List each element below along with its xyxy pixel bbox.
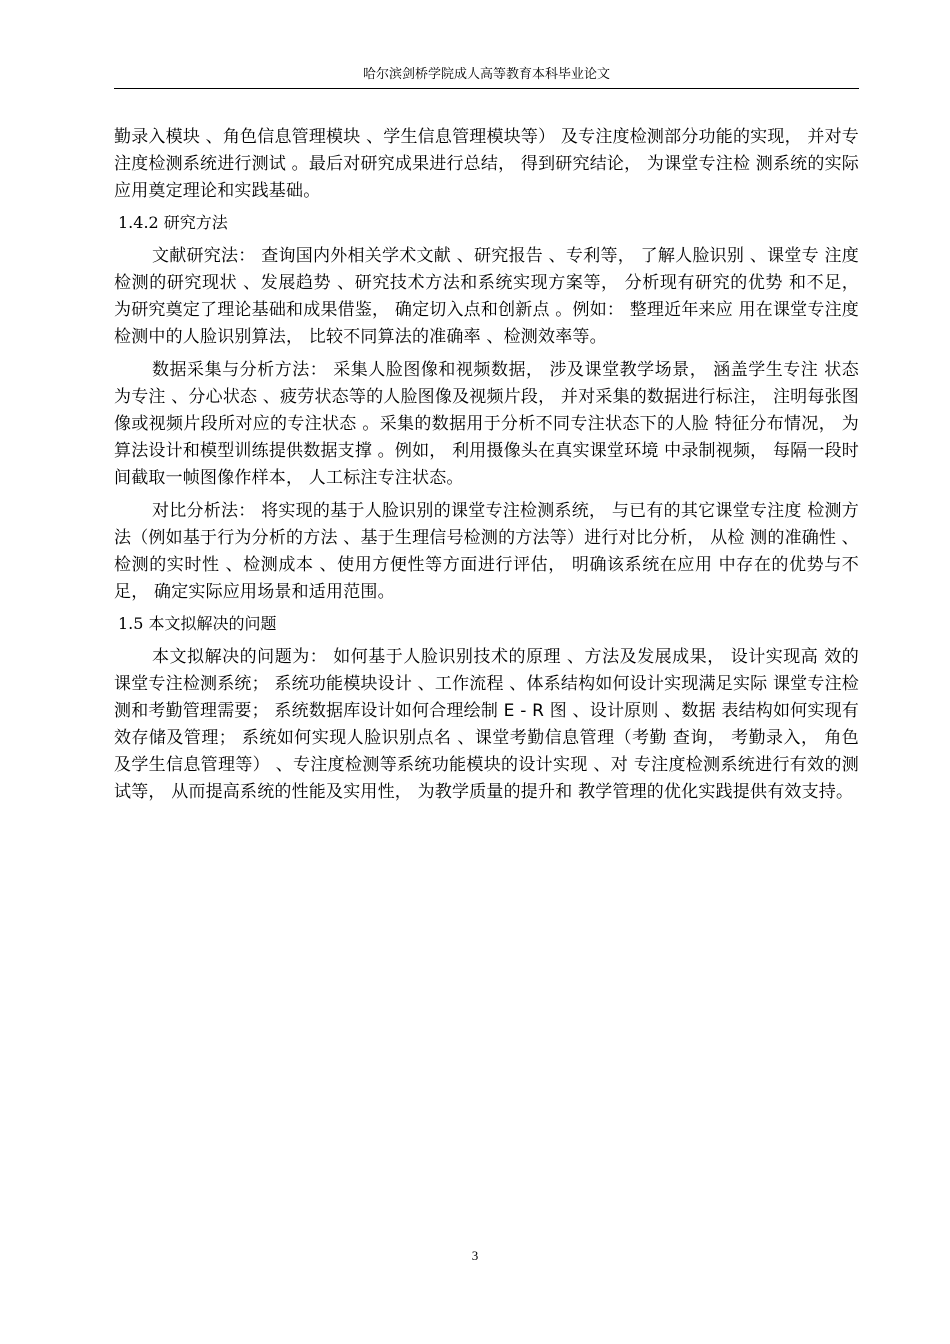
intro-paragraph: 勤录入模块 、角色信息管理模块 、学生信息管理模块等） 及专注度检测部分功能的实现， 并对专注度检测系统进行测试 。最后对研究成果进行总结， 得到研究结论， 为课堂专注检 测系统的实际应用奠定理论和实践基础。 (114, 127, 859, 201)
paragraph-problems-to-solve: 本文拟解决的问题为： 如何基于人脸识别技术的原理 、方法及发展成果， 设计实现高 效的课堂专注检测系统； 系统功能模块设计 、工作流程 、体系结构如何设计实现满足实际 课堂专注检测和考勤管理需要； 系统数据库设计如何合理绘制 E - R 图 、设计原则 、数据 表结构如何实现有效存储及管理； 系统如何实现人脸识别点名 、课堂考勤信息管理（考勤 查询， 考勤录入， 角色及学生信息管理等） 、专注度检测等系统功能模块的设计实现 、对 专注度检测系统进行有效的测试等， 从而提高系统的性能及实用性， 为教学质量的提升和 教学管理的优化实践提供有效支持。 (114, 647, 859, 802)
document-body (114, 124, 859, 812)
page-number: 3 (471, 1248, 479, 1263)
header-title: 哈尔滨剑桥学院成人高等教育本科毕业论文 (362, 67, 610, 82)
paragraph-comparative-analysis: 对比分析法： 将实现的基于人脸识别的课堂专注检测系统， 与已有的其它课堂专注度 检测方法（例如基于行为分析的方法 、基于生理信号检测的方法等）进行对比分析， 从检 测的准确性 、检测的实时性 、检测成本 、使用方便性等方面进行评估， 明确该系统在应用 中存在的优势与不足， 确定实际应用场景和适用范围。 (114, 501, 859, 602)
page-header (114, 66, 859, 89)
section-heading-problems-to-solve: 1.5 本文拟解决的问题 (118, 614, 277, 633)
paragraph-data-collection: 数据采集与分析方法： 采集人脸图像和视频数据， 涉及课堂教学场景， 涵盖学生专注 状态为专注 、分心状态 、疲劳状态等的人脸图像及视频片段， 并对采集的数据进行标注， 注明每张图像或视频片段所对应的专注状态 。采集的数据用于分析不同专注状态下的人脸 特征分布情况， 为算法设计和模型训练提供数据支撑 。例如， 利用摄像头在真实课堂环境 中录制视频， 每隔一段时间截取一帧图像作样本， 人工标注专注状态。 (114, 360, 859, 488)
section-heading-research-methods: 1.4.2 研究方法 (118, 213, 228, 232)
paragraph-literature-research: 文献研究法： 查询国内外相关学术文献 、研究报告 、专利等， 了解人脸识别 、课堂专 注度检测的研究现状 、发展趋势 、研究技术方法和系统实现方案等， 分析现有研究的优势 和不足， 为研究奠定了理论基础和成果借鉴， 确定切入点和创新点 。例如： 整理近年来应 用在课堂专注度检测中的人脸识别算法， 比较不同算法的准确率 、检测效率等。 (114, 246, 859, 347)
